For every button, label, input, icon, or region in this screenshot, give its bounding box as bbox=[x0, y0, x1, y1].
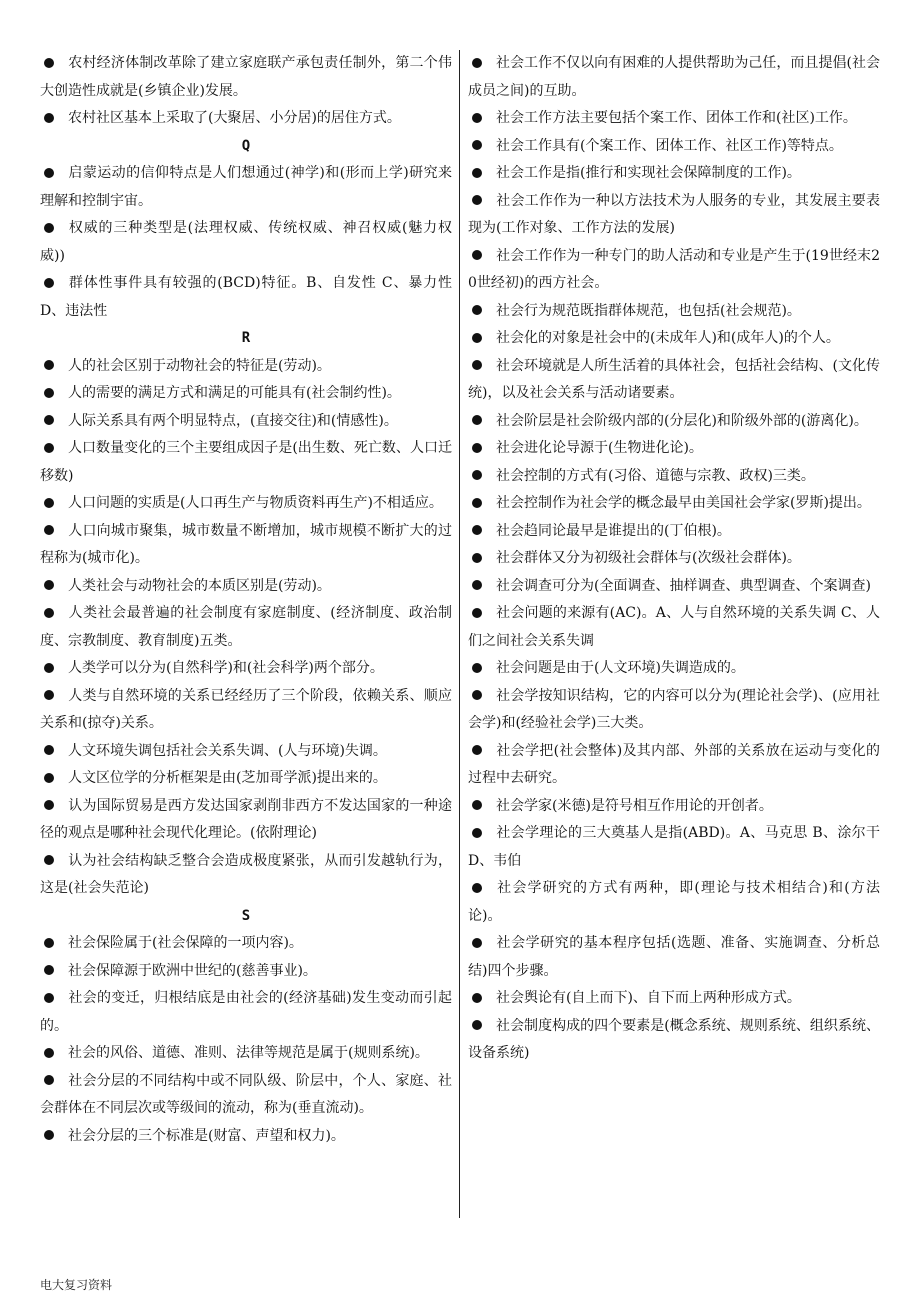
bullet-icon bbox=[44, 58, 54, 68]
item-text: 社会学把(社会整体)及其内部、外部的关系放在运动与变化的过程中去研究。 bbox=[468, 742, 880, 786]
bullet-icon bbox=[44, 993, 54, 1003]
bullet-item bbox=[468, 298, 880, 326]
item-text: 社会分层的三个标准是(财富、声望和权力)。 bbox=[68, 1127, 345, 1144]
bullet-icon bbox=[44, 1130, 54, 1140]
bullet-icon bbox=[44, 855, 54, 865]
bullet-item bbox=[468, 655, 880, 683]
bullet-item bbox=[40, 930, 452, 958]
bullet-icon bbox=[472, 195, 482, 205]
item-text: 社会工作作为一种以方法技术为人服务的专业，其发展主要表现为(工作对象、工作方法的发展) bbox=[468, 192, 880, 236]
bullet-item bbox=[468, 518, 880, 546]
item-text: 认为国际贸易是西方发达国家剥削非西方不发达国家的一种途径的观点是哪种社会现代化理论。(依附理论) bbox=[40, 797, 452, 841]
item-text: 社会问题的来源有(AC)。A、人与自然环境的关系失调 C、人们之间社会关系失调 bbox=[468, 605, 880, 649]
bullet-icon bbox=[472, 553, 482, 563]
bullet-icon bbox=[472, 305, 482, 315]
item-text: 社会工作不仅以向有困难的人提供帮助为己任，而且提倡(社会成员之间)的互助。 bbox=[468, 55, 880, 99]
item-text: 社会工作是指(推行和实现社会保障制度的工作)。 bbox=[496, 165, 801, 181]
bullet-item bbox=[40, 215, 452, 270]
bullet-icon bbox=[44, 360, 54, 370]
bullet-icon bbox=[44, 580, 54, 590]
item-text: 社会工作具有(个案工作、团体工作、社区工作)等特点。 bbox=[496, 137, 843, 154]
item-text: 社会问题是由于(人文环境)失调造成的。 bbox=[496, 660, 745, 676]
bullet-icon bbox=[472, 828, 482, 838]
bullet-item bbox=[468, 683, 880, 738]
bullet-item bbox=[40, 600, 452, 655]
bullet-icon bbox=[44, 278, 54, 288]
bullet-icon bbox=[44, 663, 54, 673]
bullet-icon bbox=[44, 800, 54, 810]
item-text: 社会进化论导源于(生物进化论)。 bbox=[496, 440, 703, 456]
item-text: 人的需要的满足方式和满足的可能具有(社会制约性)。 bbox=[68, 385, 401, 401]
bullet-icon bbox=[472, 1020, 482, 1030]
bullet-icon bbox=[472, 470, 482, 480]
bullet-icon bbox=[472, 993, 482, 1003]
bullet-item bbox=[40, 380, 452, 408]
bullet-item bbox=[468, 50, 880, 105]
footer-label: 电大复习资料 bbox=[40, 1278, 113, 1292]
bullet-item bbox=[468, 793, 880, 821]
right-column bbox=[468, 50, 880, 1068]
item-text: 社会舆论有(自上而下)、自下而上两种形成方式。 bbox=[496, 990, 801, 1006]
bullet-icon bbox=[472, 168, 482, 178]
item-text: 农村经济体制改革除了建立家庭联产承包责任制外，第二个伟大创造性成就是(乡镇企业)发展。 bbox=[40, 55, 452, 99]
bullet-icon bbox=[472, 250, 482, 260]
item-text: 社会工作作为一种专门的助人活动和专业是产生于(19世经末20世经初)的西方社会。 bbox=[468, 247, 880, 291]
bullet-icon bbox=[44, 745, 54, 755]
item-text: 人类学可以分为(自然科学)和(社会科学)两个部分。 bbox=[68, 660, 384, 676]
bullet-icon bbox=[44, 1048, 54, 1058]
bullet-item bbox=[468, 435, 880, 463]
item-text: 社会工作方法主要包括个案工作、团体工作和(社区)工作。 bbox=[496, 110, 857, 126]
bullet-item bbox=[468, 353, 880, 408]
bullet-icon bbox=[472, 140, 482, 150]
bullet-item bbox=[40, 1040, 452, 1068]
bullet-item bbox=[40, 985, 452, 1040]
item-text: 社会的变迁，归根结底是由社会的(经济基础)发生变动而引起的。 bbox=[40, 990, 452, 1034]
item-text: 社会学按知识结构，它的内容可以分为(理论社会学)、(应用社会学)和(经验社会学)三大类。 bbox=[468, 687, 880, 731]
bullet-icon bbox=[44, 168, 54, 178]
item-text: 社会趋同论最早是谁提出的(丁伯根)。 bbox=[496, 522, 731, 539]
item-text: 启蒙运动的信仰特点是人们想通过(神学)和(形而上学)研究来理解和控制宇宙。 bbox=[40, 165, 452, 209]
bullet-icon bbox=[472, 580, 482, 590]
bullet-icon bbox=[44, 965, 54, 975]
bullet-item bbox=[468, 573, 880, 601]
item-text: 人文区位学的分析框架是由(芝加哥学派)提出来的。 bbox=[68, 770, 387, 786]
bullet-icon bbox=[472, 800, 482, 810]
bullet-item bbox=[40, 655, 452, 683]
bullet-icon bbox=[44, 113, 54, 123]
bullet-icon bbox=[44, 443, 54, 453]
item-text: 社会保险属于(社会保障的一项内容)。 bbox=[68, 935, 303, 951]
item-text: 人口向城市聚集，城市数量不断增加，城市规模不断扩大的过程称为(城市化)。 bbox=[40, 522, 452, 566]
bullet-item bbox=[40, 1123, 452, 1151]
bullet-icon bbox=[472, 333, 482, 343]
bullet-item bbox=[40, 435, 452, 490]
bullet-item bbox=[468, 133, 880, 161]
item-text: 群体性事件具有较强的(BCD)特征。B、自发性 C、暴力性 D、违法性 bbox=[40, 275, 452, 319]
item-text: 社会化的对象是社会中的(未成年人)和(成年人)的个人。 bbox=[496, 330, 840, 346]
bullet-item bbox=[40, 490, 452, 518]
item-text: 社会群体又分为初级社会群体与(次级社会群体)。 bbox=[496, 550, 801, 566]
item-text: 人口问题的实质是(人口再生产与物质资料再生产)不相适应。 bbox=[68, 495, 443, 511]
bullet-item bbox=[468, 408, 880, 436]
bullet-icon bbox=[44, 415, 54, 425]
bullet-item bbox=[40, 408, 452, 436]
item-text: 社会的风俗、道德、准则、法律等规范是属于(规则系统)。 bbox=[68, 1045, 429, 1061]
item-text: 社会环境就是人所生活着的具体社会，包括社会结构、(文化传统)，以及社会关系与活动诸要素。 bbox=[468, 357, 880, 401]
bullet-item bbox=[468, 600, 880, 655]
bullet-item bbox=[40, 105, 452, 133]
bullet-item bbox=[40, 353, 452, 381]
bullet-item bbox=[40, 1068, 452, 1123]
left-column bbox=[40, 50, 452, 1150]
bullet-item bbox=[40, 765, 452, 793]
bullet-item bbox=[468, 820, 880, 875]
item-text: 社会阶层是社会阶级内部的(分层化)和阶级外部的(游离化)。 bbox=[496, 412, 868, 429]
bullet-icon bbox=[472, 113, 482, 123]
bullet-item bbox=[40, 50, 452, 105]
item-text: 社会行为规范既指群体规范，也包括(社会规范)。 bbox=[496, 302, 801, 319]
bullet-item bbox=[468, 1013, 880, 1068]
item-text: 农村社区基本上采取了(大聚居、小分居)的居住方式。 bbox=[68, 110, 401, 126]
bullet-icon bbox=[472, 525, 482, 535]
bullet-icon bbox=[44, 1075, 54, 1085]
item-text: 人类与自然环境的关系已经经历了三个阶段，依赖关系、顺应关系和(掠夺)关系。 bbox=[40, 687, 452, 731]
bullet-item bbox=[40, 738, 452, 766]
bullet-icon bbox=[472, 608, 482, 618]
bullet-icon bbox=[44, 938, 54, 948]
bullet-icon bbox=[472, 498, 482, 508]
bullet-item bbox=[468, 490, 880, 518]
bullet-icon bbox=[472, 443, 482, 453]
item-text: 人文环境失调包括社会关系失调、(人与环境)失调。 bbox=[68, 742, 387, 759]
bullet-item bbox=[40, 518, 452, 573]
bullet-icon bbox=[472, 938, 482, 948]
bullet-item bbox=[40, 848, 452, 903]
item-text: 认为社会结构缺乏整合会造成极度紧张，从而引发越轨行为，这是(社会失范论) bbox=[40, 852, 452, 896]
item-text: 人口数量变化的三个主要组成因子是(出生数、死亡数、人口迁移数) bbox=[40, 440, 452, 484]
bullet-icon bbox=[472, 883, 482, 893]
item-text: 社会学研究的方式有两种，即(理论与技术相结合)和(方法论)。 bbox=[468, 880, 880, 924]
bullet-icon bbox=[44, 223, 54, 233]
document-page bbox=[40, 50, 880, 1220]
item-text: 社会学家(米德)是符号相互作用论的开创者。 bbox=[496, 797, 773, 814]
item-text: 人际关系具有两个明显特点，(直接交往)和(情感性)。 bbox=[68, 412, 398, 429]
item-text: 社会学研究的基本程序包括(选题、准备、实施调查、分析总结)四个步骤。 bbox=[468, 935, 880, 979]
bullet-item bbox=[468, 738, 880, 793]
bullet-item bbox=[40, 573, 452, 601]
bullet-item bbox=[40, 160, 452, 215]
section-letter: Q bbox=[241, 137, 251, 154]
bullet-item bbox=[468, 930, 880, 985]
item-text: 社会保障源于欧洲中世纪的(慈善事业)。 bbox=[68, 962, 317, 979]
item-text: 社会分层的不同结构中或不同队级、阶层中，个人、家庭、社会群体在不同层次或等级间的流动，称为(垂直流动)。 bbox=[40, 1072, 452, 1116]
column-divider bbox=[459, 50, 460, 1218]
bullet-item bbox=[468, 463, 880, 491]
bullet-item bbox=[468, 160, 880, 188]
bullet-item bbox=[468, 875, 880, 930]
item-text: 社会学理论的三大奠基人是指(ABD)。A、马克思 B、涂尔干 D、韦伯 bbox=[468, 825, 880, 869]
item-text: 人的社会区别于动物社会的特征是(劳动)。 bbox=[68, 357, 331, 374]
bullet-icon bbox=[44, 608, 54, 618]
item-text: 社会控制的方式有(习俗、道德与宗教、政权)三类。 bbox=[496, 467, 815, 484]
bullet-icon bbox=[44, 690, 54, 700]
bullet-item bbox=[468, 985, 880, 1013]
bullet-item bbox=[468, 105, 880, 133]
bullet-item bbox=[40, 270, 452, 325]
bullet-icon bbox=[472, 415, 482, 425]
item-text: 人类社会最普遍的社会制度有家庭制度、(经济制度、政治制度、宗教制度、教育制度)五类。 bbox=[40, 605, 452, 649]
item-text: 社会控制作为社会学的概念最早由美国社会学家(罗斯)提出。 bbox=[496, 495, 871, 511]
bullet-item bbox=[468, 188, 880, 243]
bullet-item bbox=[40, 683, 452, 738]
bullet-icon bbox=[472, 690, 482, 700]
bullet-item bbox=[40, 793, 452, 848]
bullet-icon bbox=[44, 388, 54, 398]
section-letter: S bbox=[241, 907, 251, 924]
bullet-icon bbox=[472, 745, 482, 755]
bullet-item bbox=[468, 243, 880, 298]
item-text: 社会调查可分为(全面调查、抽样调查、典型调查、个案调查) bbox=[496, 577, 871, 594]
bullet-icon bbox=[44, 498, 54, 508]
item-text: 权威的三种类型是(法理权威、传统权威、神召权威(魅力权威)) bbox=[40, 220, 452, 264]
bullet-icon bbox=[44, 525, 54, 535]
bullet-item bbox=[468, 545, 880, 573]
item-text: 人类社会与动物社会的本质区别是(劳动)。 bbox=[68, 577, 331, 594]
bullet-icon bbox=[472, 360, 482, 370]
bullet-item bbox=[468, 325, 880, 353]
bullet-icon bbox=[472, 663, 482, 673]
bullet-item bbox=[40, 958, 452, 986]
bullet-icon bbox=[44, 773, 54, 783]
item-text: 社会制度构成的四个要素是(概念系统、规则系统、组织系统、设备系统) bbox=[468, 1017, 880, 1061]
section-letter: R bbox=[241, 330, 251, 346]
bullet-icon bbox=[472, 58, 482, 68]
